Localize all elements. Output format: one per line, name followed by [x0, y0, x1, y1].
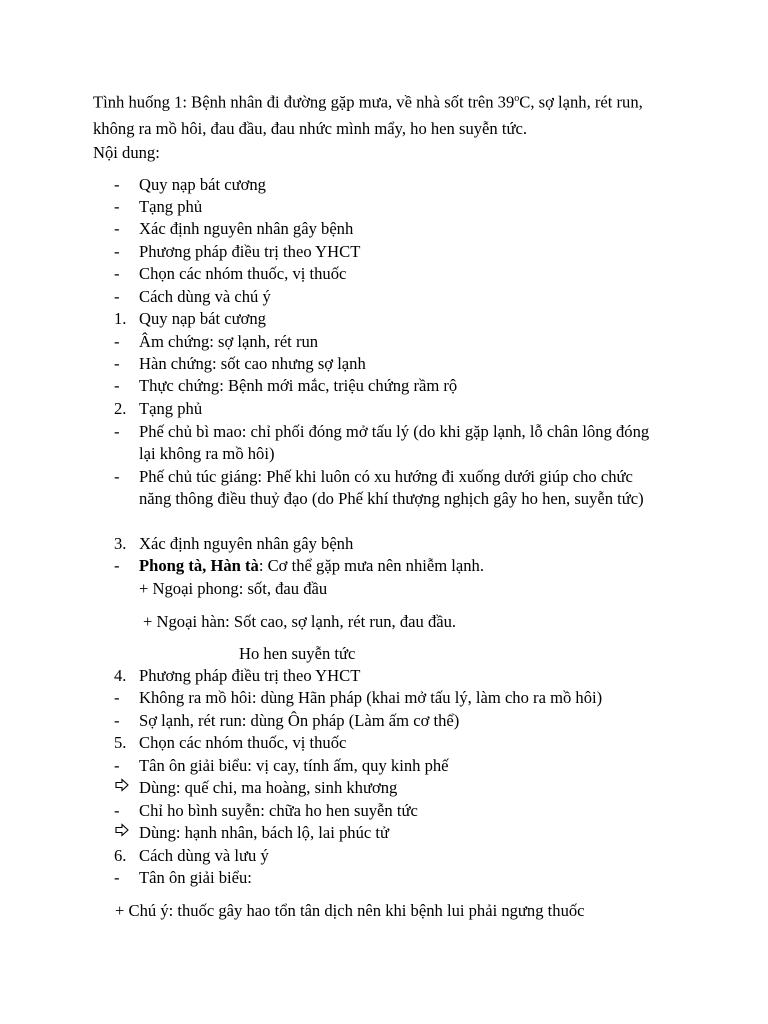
section-title: Chọn các nhóm thuốc, vị thuốc: [139, 733, 347, 752]
dash-marker: -: [114, 219, 120, 238]
degree-superscript: o: [514, 93, 520, 104]
list-item: [0, 555, 768, 577]
note-line: [0, 900, 768, 922]
dash-marker: -: [114, 264, 120, 283]
dash-marker: -: [114, 868, 120, 887]
dash-marker: -: [114, 175, 120, 194]
note-text: + Chú ý: thuốc gây hao tổn tân dịch nên khi bệnh lui phải ngưng thuốc: [115, 901, 585, 920]
outline-item-text: Chọn các nhóm thuốc, vị thuốc: [139, 264, 347, 283]
outline-item-text: Cách dùng và chú ý: [139, 287, 271, 306]
section-heading: [0, 732, 768, 754]
dash-marker: -: [114, 756, 120, 775]
list-item: [0, 331, 768, 353]
list-item-text: Dùng: quế chi, ma hoàng, sinh khương: [139, 778, 398, 797]
section-number: 6.: [114, 846, 127, 865]
dash-marker: -: [114, 801, 120, 820]
outline-item: [0, 174, 768, 196]
cause-line: [139, 555, 484, 577]
sub-item: [0, 578, 768, 600]
list-item-text: Phế chủ bì mao: chỉ phối đóng mở tấu lý (do khi gặp lạnh, lỗ chân lông đóng lại không ra mồ hôi): [139, 422, 650, 463]
outline-item-text: Xác định nguyên nhân gây bệnh: [139, 219, 354, 238]
list-item: [0, 777, 768, 799]
dash-marker: -: [114, 688, 120, 707]
outline-item: [0, 196, 768, 218]
section-heading: [0, 533, 768, 555]
outline-item-text: Tạng phủ: [139, 197, 203, 216]
section-heading: [0, 398, 768, 420]
sub-item: [0, 643, 768, 665]
list-item-text: Tân ôn giải biểu:: [139, 868, 252, 887]
outline-right-arrow-icon: [115, 778, 129, 792]
list-item-text: Phế chủ túc giáng: Phế khi luôn có xu hướng đi xuống dưới giúp cho chức năng thông điều thuỷ đạo (do Phế khí thượng nghịch gây ho hen, suyễn tức): [139, 467, 644, 508]
section-number: 1.: [114, 309, 127, 328]
outline-item: [0, 263, 768, 285]
list-item-text: Không ra mồ hôi: dùng Hãn pháp (khai mở tấu lý, làm cho ra mồ hôi): [139, 688, 603, 707]
section-title: Tạng phủ: [139, 399, 203, 418]
list-item-text: Dùng: hạnh nhân, bách lộ, lai phúc tử: [139, 823, 390, 842]
section-number: 4.: [114, 666, 127, 685]
list-item: [0, 867, 768, 889]
dash-marker: -: [114, 287, 120, 306]
list-item: [0, 755, 768, 777]
list-item: [0, 466, 768, 534]
list-item: [0, 375, 768, 397]
dash-marker: -: [114, 197, 120, 216]
dash-marker: -: [114, 556, 120, 575]
list-item: [0, 822, 768, 844]
sub-item-text: Ho hen suyễn tức: [239, 644, 356, 663]
list-item: [0, 800, 768, 822]
situation-intro-rest: C, sợ lạnh, rét run, không ra mồ hôi, đau đầu, đau nhức mình mẩy, ho hen suyễn tức.: [93, 92, 643, 138]
list-item-text: Hàn chứng: sốt cao nhưng sợ lạnh: [139, 354, 366, 373]
sub-item: [0, 611, 768, 633]
section-number: 3.: [114, 534, 127, 553]
content-heading: Nội dung:: [93, 143, 160, 162]
list-item: [0, 710, 768, 732]
list-item-text: Âm chứng: sợ lạnh, rét run: [139, 332, 319, 351]
dash-marker: -: [114, 242, 120, 261]
sub-item-text: + Ngoại phong: sốt, đau đầu: [139, 579, 328, 598]
section-number: 5.: [114, 733, 127, 752]
list-item: [0, 421, 768, 467]
dash-marker: -: [114, 354, 120, 373]
dash-marker: -: [114, 376, 120, 395]
list-item: [0, 353, 768, 375]
list-item-text: Thực chứng: Bệnh mới mắc, triệu chứng rầm rộ: [139, 376, 458, 395]
situation-intro: Tình huống 1: Bệnh nhân đi đường gặp mưa, về nhà sốt trên 39: [93, 92, 515, 112]
dash-marker: -: [114, 332, 120, 351]
situation-paragraph: [93, 86, 673, 142]
section-heading: [0, 665, 768, 687]
list-item: [0, 687, 768, 709]
section-heading: [0, 845, 768, 867]
list-item-text: Tân ôn giải biểu: vị cay, tính ấm, quy kinh phế: [139, 756, 449, 775]
outline-item-text: Quy nạp bát cương: [139, 175, 266, 194]
content-heading-line: [0, 142, 768, 164]
dash-marker: -: [114, 467, 120, 486]
dash-marker: -: [114, 422, 120, 441]
dash-marker: -: [114, 711, 120, 730]
cause-lead-rest: : Cơ thể gặp mưa nên nhiễm lạnh.: [258, 556, 485, 575]
outline-item-text: Phương pháp điều trị theo YHCT: [139, 242, 361, 261]
list-item-text: Chỉ ho bình suyễn: chữa ho hen suyễn tức: [139, 801, 418, 820]
list-item-text: Sợ lạnh, rét run: dùng Ôn pháp (Làm ấm cơ thể): [139, 711, 460, 730]
outline-right-arrow-icon: [115, 823, 129, 837]
outline-item: [0, 218, 768, 240]
section-number: 2.: [114, 399, 127, 418]
sub-item-text: + Ngoại hàn: Sốt cao, sợ lạnh, rét run, đau đầu.: [143, 612, 457, 631]
outline-item: [0, 241, 768, 263]
cause-bold-lead: Phong tà, Hàn tà: [139, 556, 259, 575]
outline-item: [0, 286, 768, 308]
section-heading: [0, 308, 768, 330]
section-title: Quy nạp bát cương: [139, 309, 266, 328]
section-title: Xác định nguyên nhân gây bệnh: [139, 534, 354, 553]
section-title: Cách dùng và lưu ý: [139, 846, 269, 865]
section-title: Phương pháp điều trị theo YHCT: [139, 666, 361, 685]
